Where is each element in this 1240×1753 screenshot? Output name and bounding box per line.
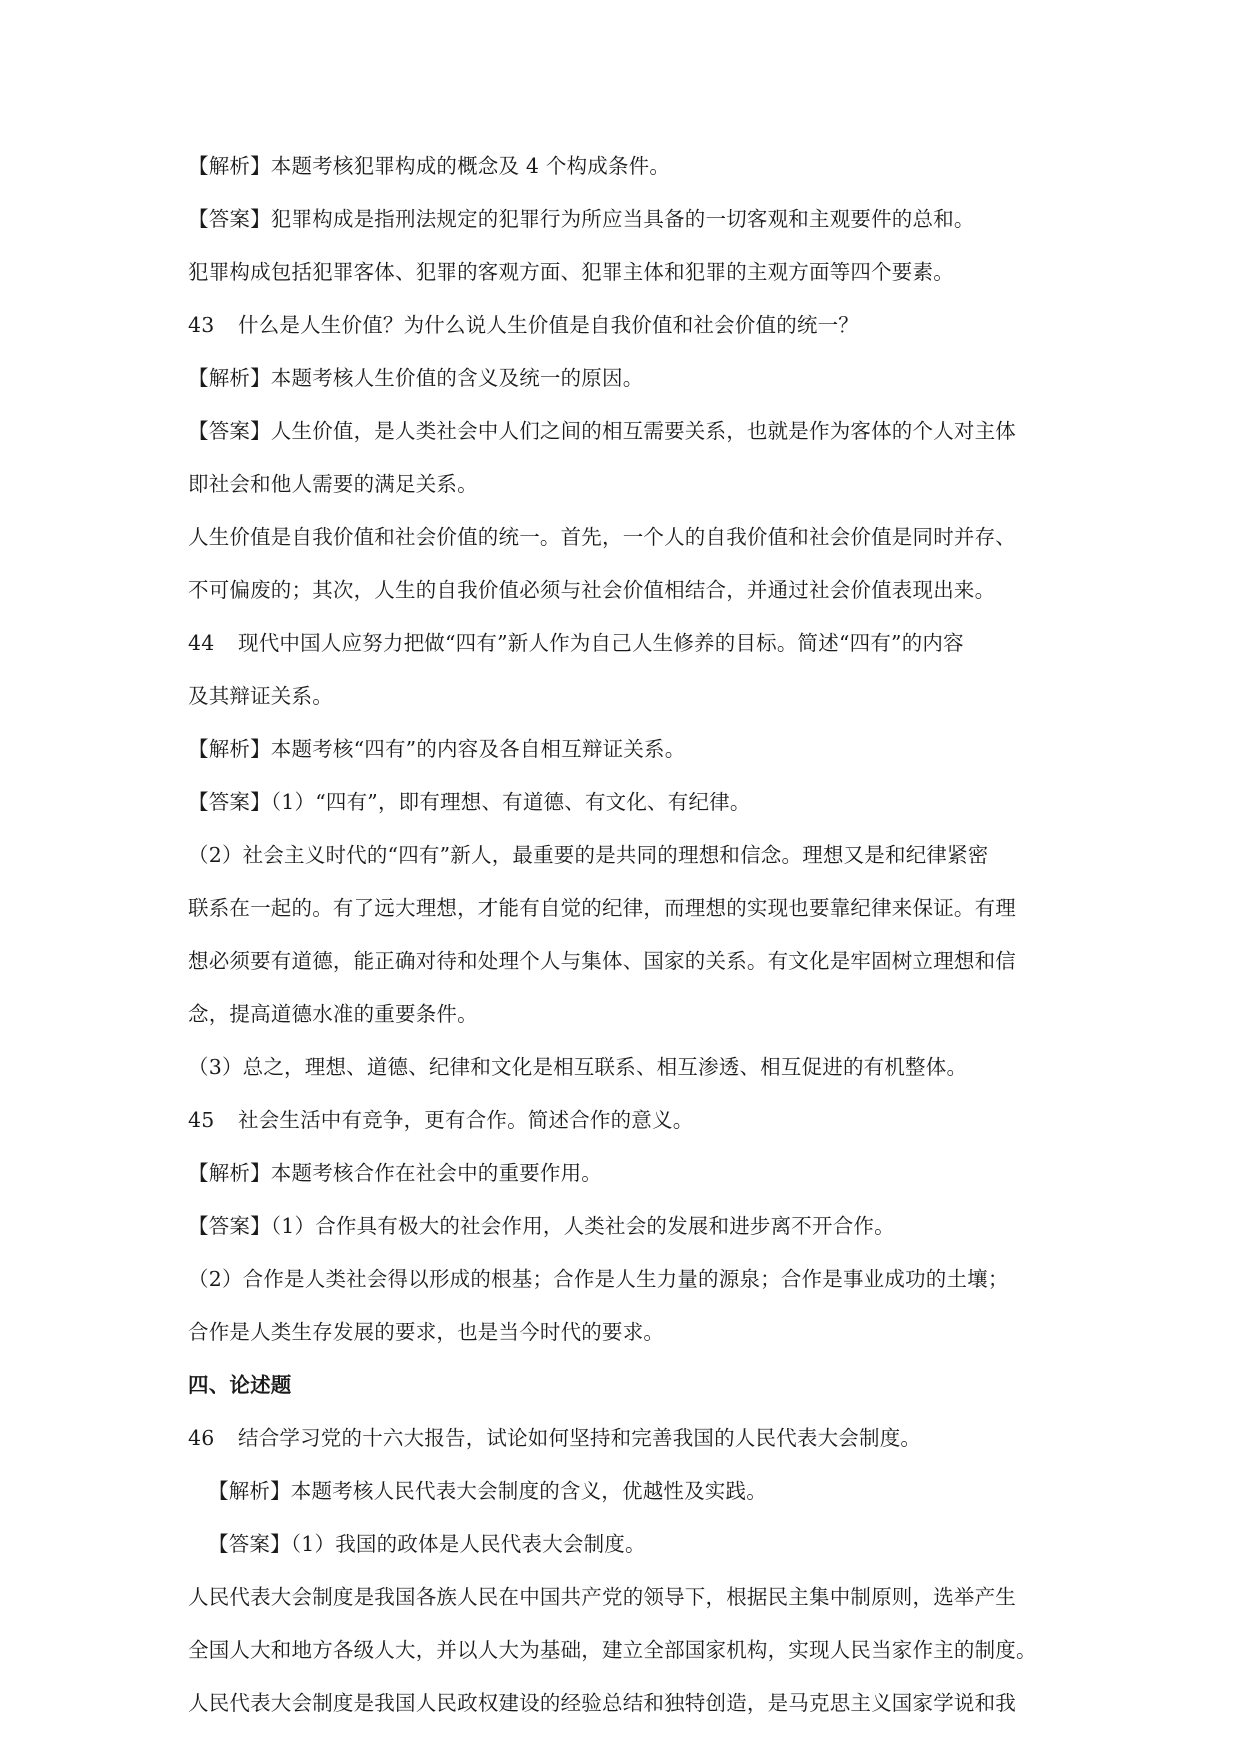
text-line: 【解析】本题考核合作在社会中的重要作用。 [188,1161,602,1185]
text-line: 【解析】本题考核人民代表大会制度的含义，优越性及实践。 [208,1479,767,1503]
document-body [188,152,1068,1742]
question-number: 44 [188,631,215,655]
text-line: 【解析】本题考核犯罪构成的概念及 4 个构成条件。 [188,154,671,178]
text-line: 即社会和他人需要的满足关系。 [188,472,478,496]
text-line: 【解析】本题考核“四有”的内容及各自相互辩证关系。 [188,737,686,761]
question-number: 46 [188,1426,215,1450]
question-text: 什么是人生价值？为什么说人生价值是自我价值和社会价值的统一？ [238,313,859,337]
text-line: 【答案】人生价值，是人类社会中人们之间的相互需要关系，也就是作为客体的个人对主体 [188,419,1016,443]
text-line: 【解析】本题考核人生价值的含义及统一的原因。 [188,366,644,390]
text-line: 想必须要有道德，能正确对待和处理个人与集体、国家的关系。有文化是牢固树立理想和信 [188,949,1016,973]
question-text: 现代中国人应努力把做“四有”新人作为自己人生修养的目标。简述“四有”的内容 [238,631,964,655]
text-line: 人民代表大会制度是我国各族人民在中国共产党的领导下，根据民主集中制原则，选举产生 [188,1585,1016,1609]
question-line [188,629,1068,658]
question-number: 43 [188,313,215,337]
question-line [188,1106,1068,1135]
question-text: 社会生活中有竞争，更有合作。简述合作的意义。 [238,1108,694,1132]
text-line: 犯罪构成包括犯罪客体、犯罪的客观方面、犯罪主体和犯罪的主观方面等四个要素。 [188,260,954,284]
text-line: 不可偏废的；其次，人生的自我价值必须与社会价值相结合，并通过社会价值表现出来。 [188,578,996,602]
text-line: 【答案】（1）“四有”，即有理想、有道德、有文化、有纪律。 [188,790,751,814]
question-line [188,311,1068,340]
text-line: 念，提高道德水准的重要条件。 [188,1002,478,1026]
question-number: 45 [188,1108,215,1132]
text-line: 合作是人类生存发展的要求，也是当今时代的要求。 [188,1320,665,1344]
text-line: （2）社会主义时代的“四有”新人，最重要的是共同的理想和信念。理想又是和纪律紧密 [188,843,989,867]
question-text: 结合学习党的十六大报告，试论如何坚持和完善我国的人民代表大会制度。 [238,1426,922,1450]
text-line: 【答案】（1）合作具有极大的社会作用，人类社会的发展和进步离不开合作。 [188,1214,895,1238]
text-line: 【答案】犯罪构成是指刑法规定的犯罪行为所应当具备的一切客观和主观要件的总和。 [188,207,975,231]
question-line [188,1424,1068,1453]
text-line: 人生价值是自我价值和社会价值的统一。首先，一个人的自我价值和社会价值是同时并存、 [188,525,1016,549]
section-heading: 四、论述题 [188,1373,292,1397]
text-line: （3）总之，理想、道德、纪律和文化是相互联系、相互渗透、相互促进的有机整体。 [188,1055,968,1079]
text-line: 联系在一起的。有了远大理想，才能有自觉的纪律，而理想的实现也要靠纪律来保证。有理 [188,896,1016,920]
text-line: 【答案】（1）我国的政体是人民代表大会制度。 [208,1532,646,1556]
text-line: 人民代表大会制度是我国人民政权建设的经验总结和独特创造，是马克思主义国家学说和我 [188,1691,1016,1715]
text-line: 及其辩证关系。 [188,684,333,708]
text-line: （2）合作是人类社会得以形成的根基；合作是人生力量的源泉；合作是事业成功的土壤； [188,1267,1009,1291]
text-line: 全国人大和地方各级人大，并以人大为基础，建立全部国家机构，实现人民当家作主的制度。 [188,1638,1037,1662]
